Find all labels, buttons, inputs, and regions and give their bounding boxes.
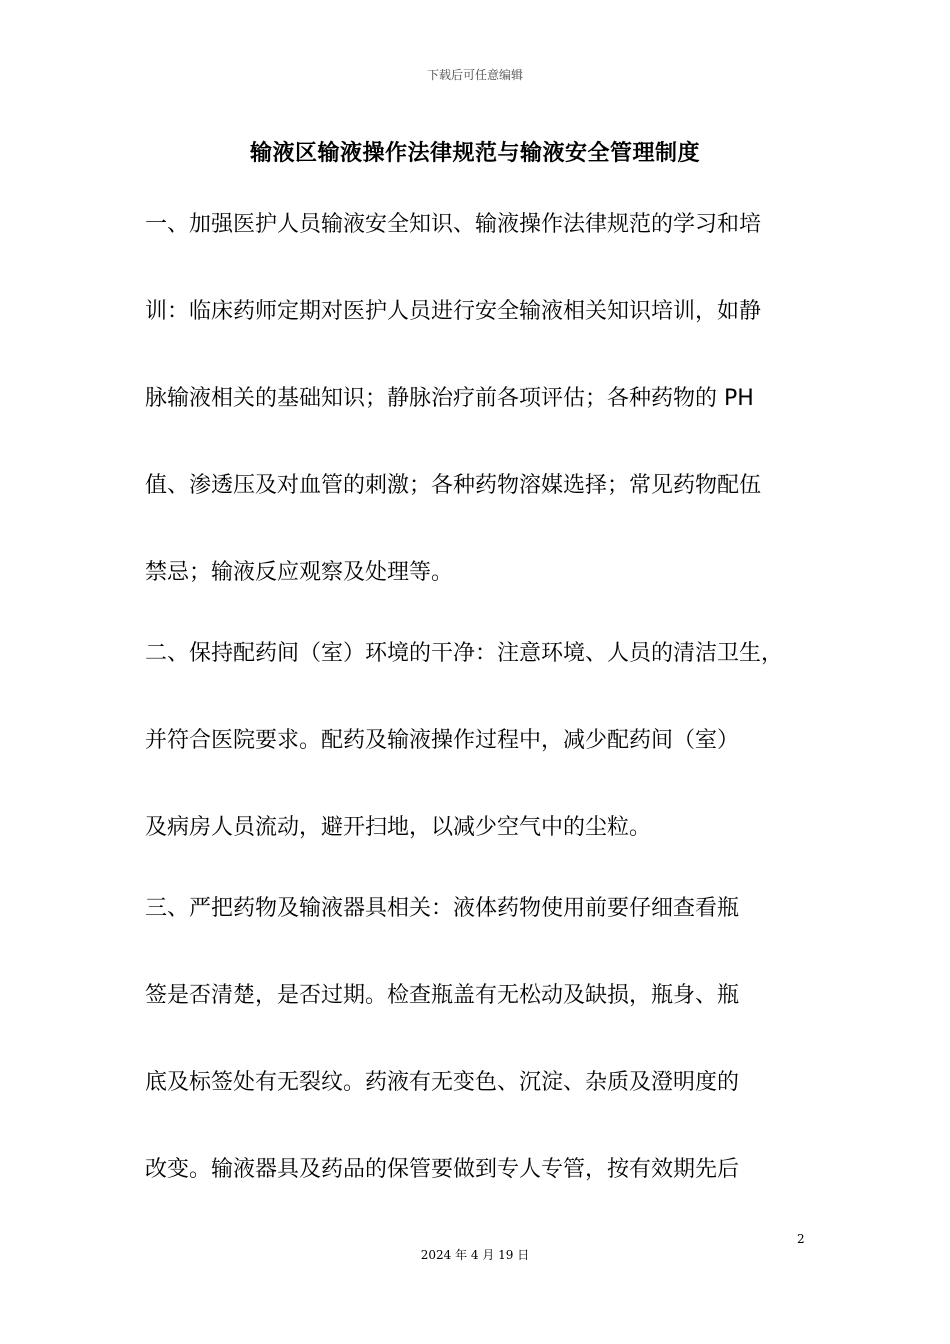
- document-title: 输液区输液操作法律规范与输液安全管理制度: [249, 141, 700, 166]
- page-number: 2: [797, 1232, 805, 1246]
- body-line: 禁忌；输液反应观察及处理等。: [145, 560, 454, 585]
- body-line: 底及标签处有无裂纹。药液有无变色、沉淀、杂质及澄明度的: [145, 1070, 740, 1095]
- body-line: 二、保持配药间（室）环境的干净：注意环境、人员的清洁卫生，: [145, 641, 784, 666]
- body-line: 及病房人员流动，避开扫地，以减少空气中的尘粒。: [145, 815, 652, 840]
- body-line: 签是否清楚，是否过期。检查瓶盖有无松动及缺损，瓶身、瓶: [145, 983, 740, 1008]
- body-line: 三、严把药物及输液器具相关：液体药物使用前要仔细查看瓶: [145, 896, 740, 921]
- body-line: 脉输液相关的基础知识；静脉治疗前各项评估；各种药物的 PH: [145, 386, 754, 411]
- body-line: 一、加强医护人员输液安全知识、输液操作法律规范的学习和培: [145, 212, 762, 237]
- body-line: 值、渗透压及对血管的刺激；各种药物溶媒选择；常见药物配伍: [145, 473, 762, 498]
- footer-date: 2024 年 4 月 19 日: [420, 1248, 530, 1262]
- body-line: 并符合医院要求。配药及输液操作过程中，减少配药间（室）: [145, 728, 740, 753]
- document-body: [145, 195, 810, 1227]
- page-header: 下载后可任意编辑: [426, 68, 523, 82]
- body-line: 训：临床药师定期对医护人员进行安全输液相关知识培训，如静: [145, 299, 762, 324]
- body-line: 改变。输液器具及药品的保管要做到专人专管，按有效期先后: [145, 1157, 740, 1182]
